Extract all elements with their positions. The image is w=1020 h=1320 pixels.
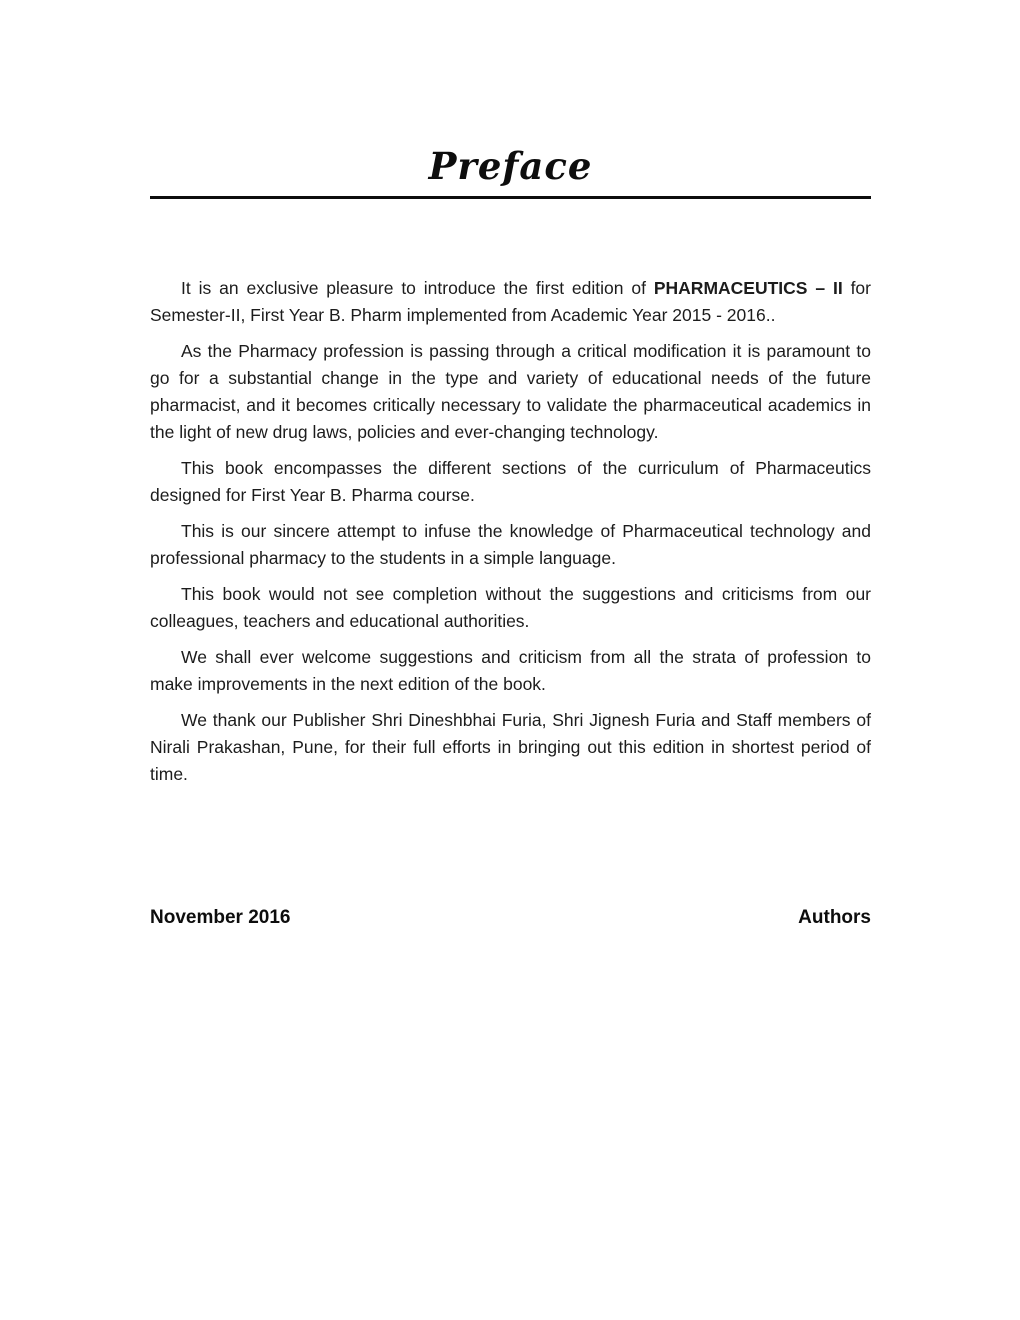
paragraph-completion: This book would not see completion without the suggestions and criticisms from our colleagues, teachers and educational authorities.: [150, 583, 871, 631]
paragraph-intro: [150, 275, 871, 329]
paragraph-curriculum: This book encompasses the different sections of the curriculum of Pharmaceutics designed for First Year B. Pharma course.: [150, 457, 871, 505]
page-title: Preface: [428, 144, 593, 188]
paragraph-attempt: This is our sincere attempt to infuse the knowledge of Pharmaceutical technology and professional pharmacy to the students in a simple language.: [150, 520, 871, 568]
title-divider: [150, 196, 871, 199]
footer-date: November 2016: [150, 906, 291, 928]
title-block: [150, 0, 871, 199]
paragraph-intro-post: for Semester-II, First Year B. Pharm implemented from Academic Year 2015 - 2016..: [150, 277, 871, 325]
paragraph-welcome: We shall ever welcome suggestions and criticism from all the strata of profession to make improvements in the next edition of the book.: [150, 646, 871, 694]
book-title-emphasis: PHARMACEUTICS – II: [653, 277, 843, 298]
paragraph-profession: As the Pharmacy profession is passing through a critical modification it is paramount to go for a substantial change in the type and variety of educational needs of the future pharmacist, and it becomes critically necessary to validate the pharmaceutical academics in the light of new drug laws, policies and ever-changing technology.: [150, 340, 871, 442]
footer-authors: Authors: [798, 906, 871, 928]
paragraph-intro-pre: It is an exclusive pleasure to introduce the first edition of: [181, 277, 654, 298]
preface-body: [150, 275, 871, 788]
paragraph-thanks: We thank our Publisher Shri Dineshbhai Furia, Shri Jignesh Furia and Staff members of Nirali Prakashan, Pune, for their full efforts in bringing out this edition in shortest period of time.: [150, 709, 871, 784]
sign-off: [150, 907, 871, 929]
